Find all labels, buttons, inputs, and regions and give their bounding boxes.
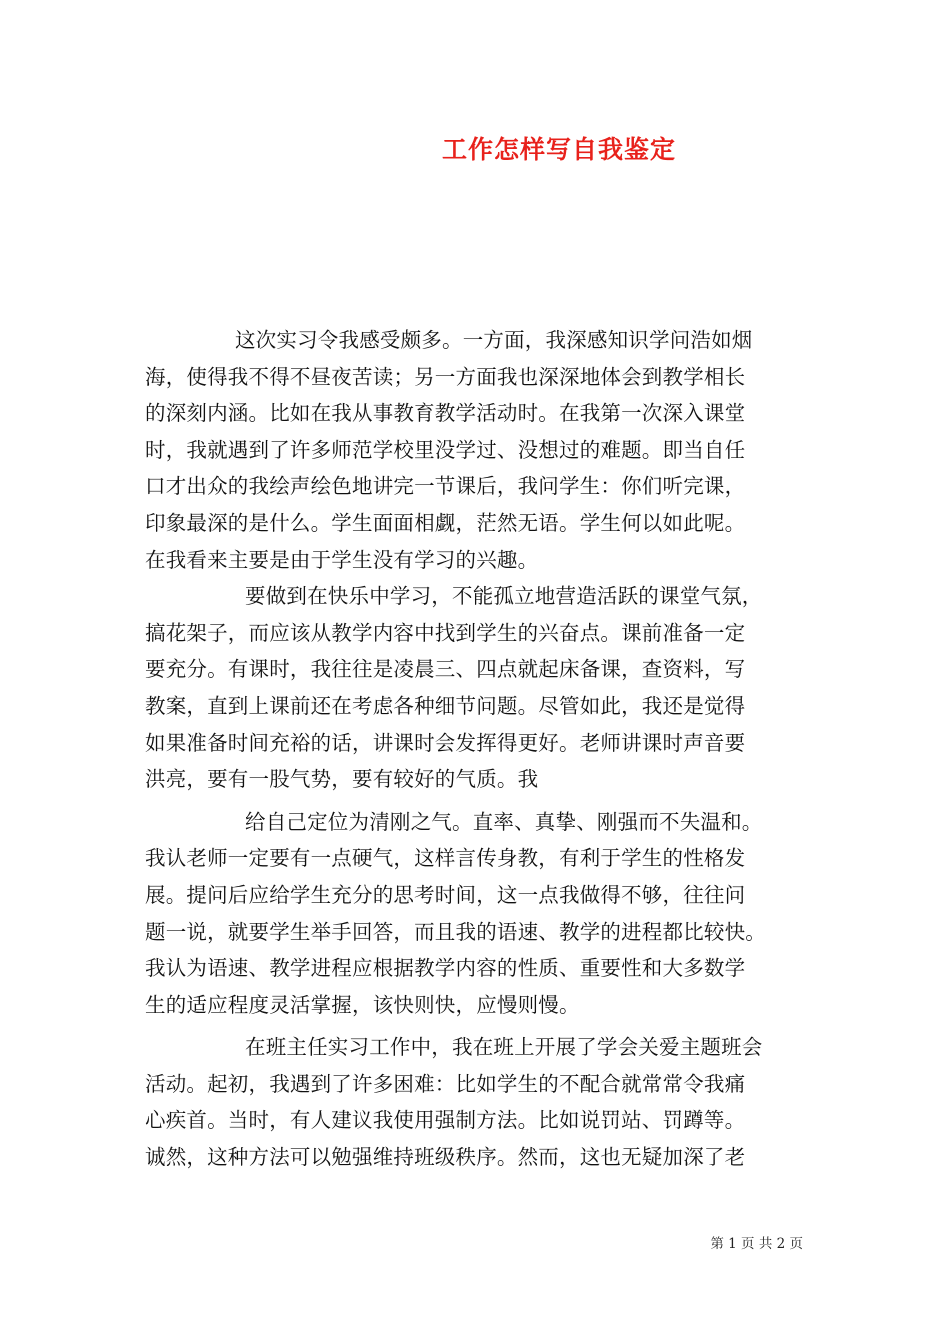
- text-line: 展。提问后应给学生充分的思考时间，这一点我做得不够，往往问: [145, 882, 746, 907]
- text-line: 教案，直到上课前还在考虑各种细节问题。尽管如此，我还是觉得: [145, 693, 746, 718]
- text-line: 题一说，就要学生举手回答，而且我的语速、教学的进程都比较快。: [145, 919, 766, 944]
- text-line: 给自己定位为清刚之气。直率、真挚、刚强而不失温和。: [245, 809, 763, 834]
- paragraph: [145, 804, 810, 1024]
- text-line: 海，使得我不得不昼夜苦读；另一方面我也深深地体会到教学相长: [145, 364, 746, 389]
- text-line: 在班主任实习工作中，我在班上开展了学会关爱主题班会: [245, 1035, 763, 1060]
- text-line: 如果准备时间充裕的话，讲课时会发挥得更好。老师讲课时声音要: [145, 730, 746, 755]
- text-line: 口才出众的我绘声绘色地讲完一节课后，我问学生：你们听完课，: [145, 474, 746, 499]
- text-line: 印象最深的是什么。学生面面相觑，茫然无语。学生何以如此呢。: [145, 510, 746, 535]
- text-line: 诚然，这种方法可以勉强维持班级秩序。然而，这也无疑加深了老: [145, 1145, 746, 1170]
- paragraph: [145, 578, 810, 798]
- text-line: 我认老师一定要有一点硬气，这样言传身教，有利于学生的性格发: [145, 846, 746, 871]
- page-number: 第 1 页 共 2 页: [710, 1236, 803, 1252]
- document-body: [145, 322, 810, 1176]
- text-line: 我认为语速、教学进程应根据教学内容的性质、重要性和大多数学: [145, 956, 746, 981]
- document-title: 工作怎样写自我鉴定: [441, 135, 676, 164]
- paragraph: [145, 322, 810, 578]
- text-line: 要做到在快乐中学习，不能孤立地营造活跃的课堂气氛，: [245, 584, 763, 609]
- text-line: 洪亮，要有一股气势，要有较好的气质。我: [145, 767, 539, 792]
- text-line: 要充分。有课时，我往往是凌晨三、四点就起床备课，查资料，写: [145, 657, 746, 682]
- text-line: 的深刻内涵。比如在我从事教育教学活动时。在我第一次深入课堂: [145, 401, 746, 426]
- text-line: 这次实习令我感受颇多。一方面，我深感知识学问浩如烟: [235, 328, 753, 352]
- text-line: 活动。起初，我遇到了许多困难：比如学生的不配合就常常令我痛: [145, 1071, 746, 1096]
- text-line: 心疾首。当时，有人建议我使用强制方法。比如说罚站、罚蹲等。: [145, 1108, 746, 1133]
- text-line: 生的适应程度灵活掌握，该快则快，应慢则慢。: [145, 992, 580, 1017]
- text-line: 在我看来主要是由于学生没有学习的兴趣。: [145, 547, 539, 572]
- paragraph: [145, 1029, 810, 1175]
- text-line: 搞花架子，而应该从教学内容中找到学生的兴奋点。课前准备一定: [145, 620, 746, 645]
- text-line: 时，我就遇到了许多师范学校里没学过、没想过的难题。即当自任: [145, 437, 746, 462]
